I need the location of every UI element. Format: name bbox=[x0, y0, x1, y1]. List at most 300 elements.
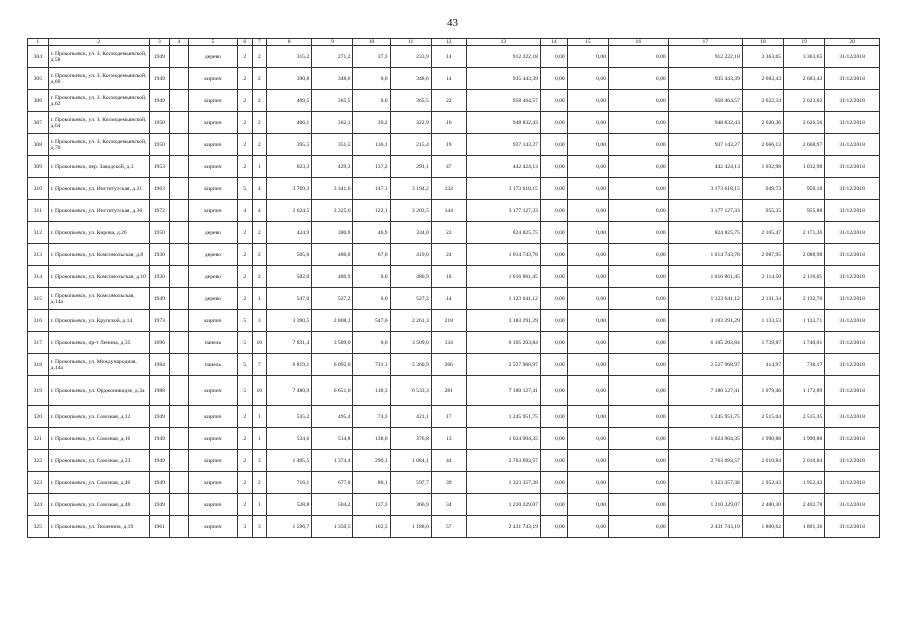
address-cell: г. Прокопьевск, ул. Союзная, д.16 bbox=[48, 428, 149, 450]
table-cell: 0,00 bbox=[567, 68, 608, 90]
table-cell: 480,9 bbox=[312, 266, 353, 288]
table-cell: 0,00 bbox=[540, 428, 567, 450]
table-cell: 4 bbox=[238, 200, 252, 222]
table-cell: 122,1 bbox=[353, 200, 390, 222]
table-cell: 14 bbox=[431, 288, 466, 310]
table-cell: 1 801,36 bbox=[784, 516, 825, 538]
table-cell: 31/12/2018 bbox=[825, 288, 880, 310]
table-cell: 31/12/2018 bbox=[825, 516, 880, 538]
table-cell: 1 014 743,78 bbox=[466, 244, 540, 266]
table-cell: 1 990,88 bbox=[742, 428, 783, 450]
table-row bbox=[28, 332, 880, 354]
table-cell: 480,9 bbox=[390, 266, 431, 288]
column-header: 19 bbox=[784, 39, 825, 46]
table-cell: 935 443,39 bbox=[668, 68, 742, 90]
table-cell: кирпич bbox=[188, 428, 237, 450]
table-cell: 2 bbox=[238, 134, 252, 156]
table-cell: 1950 bbox=[149, 222, 170, 244]
table-cell: 0,00 bbox=[567, 46, 608, 68]
table-cell: 0,00 bbox=[608, 68, 668, 90]
table-row bbox=[28, 310, 880, 332]
table-cell: 2 666,13 bbox=[742, 134, 783, 156]
table-cell bbox=[170, 222, 189, 244]
table-cell: 6 092,0 bbox=[312, 354, 353, 376]
table-cell: 118,3 bbox=[353, 376, 390, 406]
table-cell: 0,00 bbox=[540, 516, 567, 538]
column-header: 8 bbox=[266, 39, 311, 46]
table-cell: 3 194,2 bbox=[390, 178, 431, 200]
table-cell: 4 bbox=[252, 178, 266, 200]
table-cell bbox=[170, 200, 189, 222]
table-cell: 2 431 743,19 bbox=[668, 516, 742, 538]
table-cell: 1 245 951,75 bbox=[668, 406, 742, 428]
table-cell: 0,00 bbox=[567, 406, 608, 428]
table-cell: 0,00 bbox=[540, 332, 567, 354]
table-cell: 2 402,78 bbox=[784, 494, 825, 516]
table-cell: 2 bbox=[238, 46, 252, 68]
table-cell: 1 024 904,35 bbox=[466, 428, 540, 450]
table-cell: 44 bbox=[431, 450, 466, 472]
table-cell: 1 bbox=[252, 156, 266, 178]
table-cell: 0,00 bbox=[540, 406, 567, 428]
table-cell: 319 bbox=[28, 376, 49, 406]
table-cell: 3 177 127,33 bbox=[668, 200, 742, 222]
table-cell: 0,00 bbox=[540, 156, 567, 178]
table-cell: 0,00 bbox=[540, 310, 567, 332]
table-cell bbox=[170, 46, 189, 68]
table-cell: 2 400,30 bbox=[742, 494, 783, 516]
table-cell: 0,00 bbox=[608, 178, 668, 200]
table-cell: 334,0 bbox=[390, 222, 431, 244]
table-cell: 2 431 743,19 bbox=[466, 516, 540, 538]
table-cell: 2 bbox=[238, 68, 252, 90]
table-cell bbox=[170, 90, 189, 112]
table-cell: 1 bbox=[252, 288, 266, 310]
table-cell: кирпич bbox=[188, 156, 237, 178]
table-cell: 136,1 bbox=[353, 134, 390, 156]
table-cell: 738,17 bbox=[784, 354, 825, 376]
page-number: 43 bbox=[447, 17, 458, 29]
table-cell: 6 105 203,84 bbox=[466, 332, 540, 354]
table-cell: 31/12/2018 bbox=[825, 450, 880, 472]
table-cell bbox=[170, 288, 189, 310]
address-cell: г. Прокопьевск, ул. Крупской, д.14 bbox=[48, 310, 149, 332]
table-cell: 949,73 bbox=[742, 178, 783, 200]
table-cell: 1949 bbox=[149, 494, 170, 516]
table-cell: 308 bbox=[28, 134, 49, 156]
table-cell: 307 bbox=[28, 112, 49, 134]
table-cell: 162,5 bbox=[353, 516, 390, 538]
table-cell: 0,00 bbox=[567, 428, 608, 450]
column-header: 3 bbox=[149, 39, 170, 46]
table-cell: 1 245 951,75 bbox=[466, 406, 540, 428]
column-header: 7 bbox=[252, 39, 266, 46]
table-cell: 80,1 bbox=[353, 472, 390, 494]
table-cell: 0,00 bbox=[540, 90, 567, 112]
table-cell: 502,0 bbox=[266, 266, 311, 288]
table-cell: кирпич bbox=[188, 472, 237, 494]
table-cell: 1 123 641,12 bbox=[668, 288, 742, 310]
table-cell: 233,9 bbox=[390, 46, 431, 68]
table-cell: 1 014 743,78 bbox=[668, 244, 742, 266]
table-cell: 937 143,27 bbox=[668, 134, 742, 156]
table-cell: кирпич bbox=[188, 90, 237, 112]
table-cell: 74,3 bbox=[353, 406, 390, 428]
table-cell: 1 800,62 bbox=[742, 516, 783, 538]
table-cell: 0,00 bbox=[540, 68, 567, 90]
table-cell: 304 bbox=[28, 46, 49, 68]
table-cell: 7 831,4 bbox=[266, 332, 311, 354]
table-cell: 0,0 bbox=[353, 332, 390, 354]
table-cell: 218 bbox=[431, 310, 466, 332]
column-header: 4 bbox=[170, 39, 189, 46]
table-cell: 10 bbox=[252, 376, 266, 406]
table-cell: 2 763 693,57 bbox=[668, 450, 742, 472]
table-cell: 716,1 bbox=[266, 472, 311, 494]
table-cell: 31/12/2018 bbox=[825, 310, 880, 332]
table-cell: 0,00 bbox=[608, 472, 668, 494]
address-cell: г. Прокопьевск, пер. Заводской, д.3 bbox=[48, 156, 149, 178]
table-cell: 0,0 bbox=[353, 68, 390, 90]
column-header: 10 bbox=[353, 39, 390, 46]
table-cell: 414,97 bbox=[742, 354, 783, 376]
table-cell: 424,9 bbox=[266, 222, 311, 244]
table-cell: 1 350,5 bbox=[312, 516, 353, 538]
table-cell: 57 bbox=[431, 516, 466, 538]
table-cell: 677,8 bbox=[312, 472, 353, 494]
table-cell: 409,5 bbox=[266, 90, 311, 112]
table-cell: 31/12/2018 bbox=[825, 222, 880, 244]
table-cell: 3 bbox=[238, 516, 252, 538]
table-cell: 1 739,87 bbox=[742, 332, 783, 354]
table-cell: 138,0 bbox=[353, 428, 390, 450]
table-cell: 0,00 bbox=[540, 450, 567, 472]
address-cell: г. Прокопьевск, ул. Тюленина, д.19 bbox=[48, 516, 149, 538]
table-cell: 6 819,1 bbox=[266, 354, 311, 376]
table-cell: 6 651,6 bbox=[312, 376, 353, 406]
table-cell: 2 bbox=[238, 472, 252, 494]
address-cell: г. Прокопьевск, ул. З. Космодемьянской, д.62 bbox=[48, 90, 149, 112]
table-cell: 317 bbox=[28, 332, 49, 354]
table-cell: 0,00 bbox=[540, 494, 567, 516]
table-cell: 39,2 bbox=[353, 112, 390, 134]
table-cell: 2 132,76 bbox=[784, 288, 825, 310]
address-cell: г. Прокопьевск, ул. Союзная, д.46 bbox=[48, 472, 149, 494]
table-cell: 17 bbox=[431, 406, 466, 428]
table-cell: 824 825,75 bbox=[466, 222, 540, 244]
table-cell: 0,00 bbox=[567, 288, 608, 310]
table-cell: 0,00 bbox=[608, 332, 668, 354]
table-cell: 0,00 bbox=[608, 46, 668, 68]
table-cell: 2 bbox=[252, 46, 266, 68]
table-cell: 325 bbox=[28, 516, 49, 538]
table-cell: 0,00 bbox=[608, 90, 668, 112]
table-cell: 2 668,97 bbox=[784, 134, 825, 156]
table-cell: 2 bbox=[238, 222, 252, 244]
table-row bbox=[28, 472, 880, 494]
table-cell: 1953 bbox=[149, 156, 170, 178]
table-cell: 322 bbox=[28, 450, 49, 472]
table-cell: 310 bbox=[28, 178, 49, 200]
table-cell: 912 222,18 bbox=[466, 46, 540, 68]
table-cell: кирпич bbox=[188, 406, 237, 428]
table-cell: 31/12/2018 bbox=[825, 46, 880, 68]
table-cell: 2 bbox=[238, 90, 252, 112]
table-cell: кирпич bbox=[188, 310, 237, 332]
table-cell: 2 bbox=[252, 266, 266, 288]
table-cell: 1 323 357,38 bbox=[668, 472, 742, 494]
table-cell: 31/12/2018 bbox=[825, 376, 880, 406]
table-cell: 266 bbox=[431, 354, 466, 376]
column-number-row bbox=[28, 39, 880, 46]
table-cell: 3 509,0 bbox=[312, 332, 353, 354]
table-cell: 528,8 bbox=[266, 494, 311, 516]
address-cell: г. Прокопьевск, ул. Орджоникидзе, д.3а bbox=[48, 376, 149, 406]
table-cell: 535,2 bbox=[266, 406, 311, 428]
address-cell: г. Прокопьевск, ул. Комсомольская, д.8 bbox=[48, 244, 149, 266]
table-cell: 1 210 229,07 bbox=[668, 494, 742, 516]
column-header: 18 bbox=[742, 39, 783, 46]
address-cell: г. Прокопьевск, ул. Комсомольская, д.14а bbox=[48, 288, 149, 310]
address-cell: г. Прокопьевск, ул. Союзная, д.12 bbox=[48, 406, 149, 428]
table-cell: 3 341,6 bbox=[312, 178, 353, 200]
table-cell: панель bbox=[188, 332, 237, 354]
table-cell: 731,1 bbox=[353, 354, 390, 376]
table-cell: 3 177 127,33 bbox=[466, 200, 540, 222]
table-cell bbox=[170, 134, 189, 156]
table-cell: 1949 bbox=[149, 450, 170, 472]
table-cell: 2 261,3 bbox=[390, 310, 431, 332]
table-cell: 3 203,5 bbox=[390, 200, 431, 222]
table-cell: 406,1 bbox=[266, 112, 311, 134]
column-header: 12 bbox=[431, 39, 466, 46]
table-cell: 0,00 bbox=[608, 516, 668, 538]
table-cell: 1696 bbox=[149, 332, 170, 354]
table-cell: кирпич bbox=[188, 112, 237, 134]
table-cell: 7 180 127,41 bbox=[668, 376, 742, 406]
table-cell: 0,00 bbox=[567, 450, 608, 472]
table-cell: 31/12/2018 bbox=[825, 494, 880, 516]
table-cell: 46,9 bbox=[353, 222, 390, 244]
table-cell: 7 bbox=[252, 354, 266, 376]
table-cell: 2 bbox=[252, 134, 266, 156]
table-cell: 5 bbox=[238, 354, 252, 376]
table-cell: 147,1 bbox=[353, 178, 390, 200]
table-cell: 1988 bbox=[149, 376, 170, 406]
table-cell: 948 832,43 bbox=[466, 112, 540, 134]
table-cell: 0,00 bbox=[608, 428, 668, 450]
table-cell: 419,0 bbox=[390, 244, 431, 266]
table-cell: 958 464,57 bbox=[466, 90, 540, 112]
table-cell: 7 480,9 bbox=[266, 376, 311, 406]
table-cell: 0,0 bbox=[353, 266, 390, 288]
table-cell: 3 183 291,29 bbox=[466, 310, 540, 332]
table-cell: 2 683,43 bbox=[742, 68, 783, 90]
table-cell: 495,4 bbox=[312, 406, 353, 428]
table-row bbox=[28, 288, 880, 310]
table-row bbox=[28, 156, 880, 178]
table-cell: 0,0 bbox=[353, 288, 390, 310]
table-cell: 0,00 bbox=[567, 200, 608, 222]
table-cell: 380,9 bbox=[312, 222, 353, 244]
table-cell: 2 bbox=[238, 266, 252, 288]
table-cell bbox=[170, 112, 189, 134]
table-cell: 2 088,98 bbox=[784, 244, 825, 266]
table-cell: 1950 bbox=[149, 112, 170, 134]
table-cell: 1 133,53 bbox=[742, 310, 783, 332]
table-cell: 348,6 bbox=[312, 68, 353, 90]
table-row bbox=[28, 200, 880, 222]
table-cell: 1 024 904,35 bbox=[668, 428, 742, 450]
table-cell: 547,0 bbox=[266, 288, 311, 310]
table-cell: 955,88 bbox=[784, 200, 825, 222]
table-row bbox=[28, 450, 880, 472]
table-cell: 31/12/2018 bbox=[825, 406, 880, 428]
address-cell: г. Прокопьевск, ул. Институтская, д.36 bbox=[48, 200, 149, 222]
table-cell: 132 bbox=[431, 178, 466, 200]
table-cell: 3 769,3 bbox=[266, 178, 311, 200]
table-cell: 2 623,02 bbox=[784, 90, 825, 112]
table-cell: 1963 bbox=[149, 178, 170, 200]
table-cell: 1 495,5 bbox=[266, 450, 311, 472]
table-cell: 547,0 bbox=[353, 310, 390, 332]
table-cell: 2 515,04 bbox=[742, 406, 783, 428]
table-cell: 281 bbox=[431, 376, 466, 406]
table-cell: 1 079,46 bbox=[742, 376, 783, 406]
table-cell: 306 bbox=[28, 90, 49, 112]
table-cell: дерево bbox=[188, 266, 237, 288]
table-cell: 527,2 bbox=[390, 288, 431, 310]
table-cell: 0,00 bbox=[567, 376, 608, 406]
table-cell: 0,00 bbox=[540, 112, 567, 134]
table-cell: 2 bbox=[238, 244, 252, 266]
table-cell: кирпич bbox=[188, 376, 237, 406]
table-cell: 309 bbox=[28, 156, 49, 178]
table-cell: 1 bbox=[252, 406, 266, 428]
table-cell: 2 010,84 bbox=[742, 450, 783, 472]
table-cell: 5 bbox=[238, 376, 252, 406]
table-cell: 31/12/2018 bbox=[825, 134, 880, 156]
table-cell bbox=[170, 516, 189, 538]
table-cell: 31/12/2018 bbox=[825, 112, 880, 134]
address-cell: г. Прокопьевск, ул. Союзная, д.23 bbox=[48, 450, 149, 472]
table-cell: 0,00 bbox=[540, 472, 567, 494]
table-cell: 323 bbox=[28, 472, 49, 494]
table-cell: 1 172,89 bbox=[784, 376, 825, 406]
table-cell: 351,5 bbox=[312, 134, 353, 156]
table-cell: 19 bbox=[431, 134, 466, 156]
table-cell: 16 bbox=[431, 112, 466, 134]
table-cell: 1 032,98 bbox=[784, 156, 825, 178]
table-cell: 0,00 bbox=[608, 494, 668, 516]
table-cell: 504,2 bbox=[312, 494, 353, 516]
table-cell: 314 bbox=[28, 266, 49, 288]
table-cell: 0,00 bbox=[540, 46, 567, 68]
table-cell: 0,00 bbox=[608, 222, 668, 244]
table-cell: 1973 bbox=[149, 310, 170, 332]
table-cell: 2 165,47 bbox=[742, 222, 783, 244]
table-cell: 1961 bbox=[149, 516, 170, 538]
table-cell: 2 bbox=[252, 472, 266, 494]
table-cell: 2 bbox=[252, 112, 266, 134]
table-cell: 34 bbox=[431, 494, 466, 516]
table-body bbox=[28, 46, 880, 538]
column-header: 17 bbox=[668, 39, 742, 46]
table-cell: 958 464,57 bbox=[668, 90, 742, 112]
table-row bbox=[28, 68, 880, 90]
table-cell: 1 210 229,07 bbox=[466, 494, 540, 516]
table-cell: 31/12/2018 bbox=[825, 354, 880, 376]
table-cell: 14 bbox=[431, 46, 466, 68]
table-cell: кирпич bbox=[188, 516, 237, 538]
table-cell: 3 363,65 bbox=[742, 46, 783, 68]
table-cell: 6 105 203,84 bbox=[668, 332, 742, 354]
table-row bbox=[28, 90, 880, 112]
column-header: 11 bbox=[390, 39, 431, 46]
table-cell: 2 bbox=[238, 406, 252, 428]
table-cell bbox=[170, 406, 189, 428]
table-cell: 2 131,34 bbox=[742, 288, 783, 310]
table-cell: 2 527 968,97 bbox=[466, 354, 540, 376]
table-cell: 0,00 bbox=[567, 244, 608, 266]
table-cell: 0,00 bbox=[540, 178, 567, 200]
table-cell: 1 123 641,12 bbox=[466, 288, 540, 310]
table-cell: 14 bbox=[431, 68, 466, 90]
table-cell: 365,5 bbox=[312, 90, 353, 112]
table-cell: 1 740,01 bbox=[784, 332, 825, 354]
table-cell: 318 bbox=[28, 354, 49, 376]
table-row bbox=[28, 494, 880, 516]
table-cell: 950,18 bbox=[784, 178, 825, 200]
table-row bbox=[28, 178, 880, 200]
table-cell: 2 010,84 bbox=[784, 450, 825, 472]
table-cell: 1 133,71 bbox=[784, 310, 825, 332]
table-cell: 0,00 bbox=[567, 112, 608, 134]
table-cell: 2 bbox=[238, 112, 252, 134]
table-cell: 1930 bbox=[149, 266, 170, 288]
table-cell: 912 222,18 bbox=[668, 46, 742, 68]
table-cell: 13 bbox=[431, 428, 466, 450]
table-cell: 31/12/2018 bbox=[825, 200, 880, 222]
table-cell: 1 374,4 bbox=[312, 450, 353, 472]
table-cell: 534,6 bbox=[266, 428, 311, 450]
table-cell: 3 bbox=[252, 450, 266, 472]
table-cell: 2 bbox=[238, 156, 252, 178]
table-cell bbox=[170, 68, 189, 90]
table-cell bbox=[170, 332, 189, 354]
table-cell: 0,00 bbox=[608, 376, 668, 406]
table-row bbox=[28, 354, 880, 376]
address-cell: г. Прокопьевск, ул. Институтская, д.31 bbox=[48, 178, 149, 200]
table-cell: 1 016 861,45 bbox=[668, 266, 742, 288]
table-cell: 0,00 bbox=[567, 156, 608, 178]
table-cell: 3 173 618,15 bbox=[668, 178, 742, 200]
table-cell: кирпич bbox=[188, 68, 237, 90]
table-cell: 144 bbox=[431, 200, 466, 222]
table-cell: 0,00 bbox=[540, 244, 567, 266]
table-cell: 365,5 bbox=[390, 90, 431, 112]
table-cell: 376,8 bbox=[390, 428, 431, 450]
column-header: 5 bbox=[188, 39, 237, 46]
table-cell: 2 527 968,97 bbox=[668, 354, 742, 376]
housing-register-table bbox=[27, 38, 880, 538]
table-cell: 1930 bbox=[149, 244, 170, 266]
column-header: 20 bbox=[825, 39, 880, 46]
table-cell: 0,00 bbox=[567, 494, 608, 516]
table-cell: 948 832,43 bbox=[668, 112, 742, 134]
table-cell bbox=[170, 244, 189, 266]
table-cell: 0,00 bbox=[608, 354, 668, 376]
